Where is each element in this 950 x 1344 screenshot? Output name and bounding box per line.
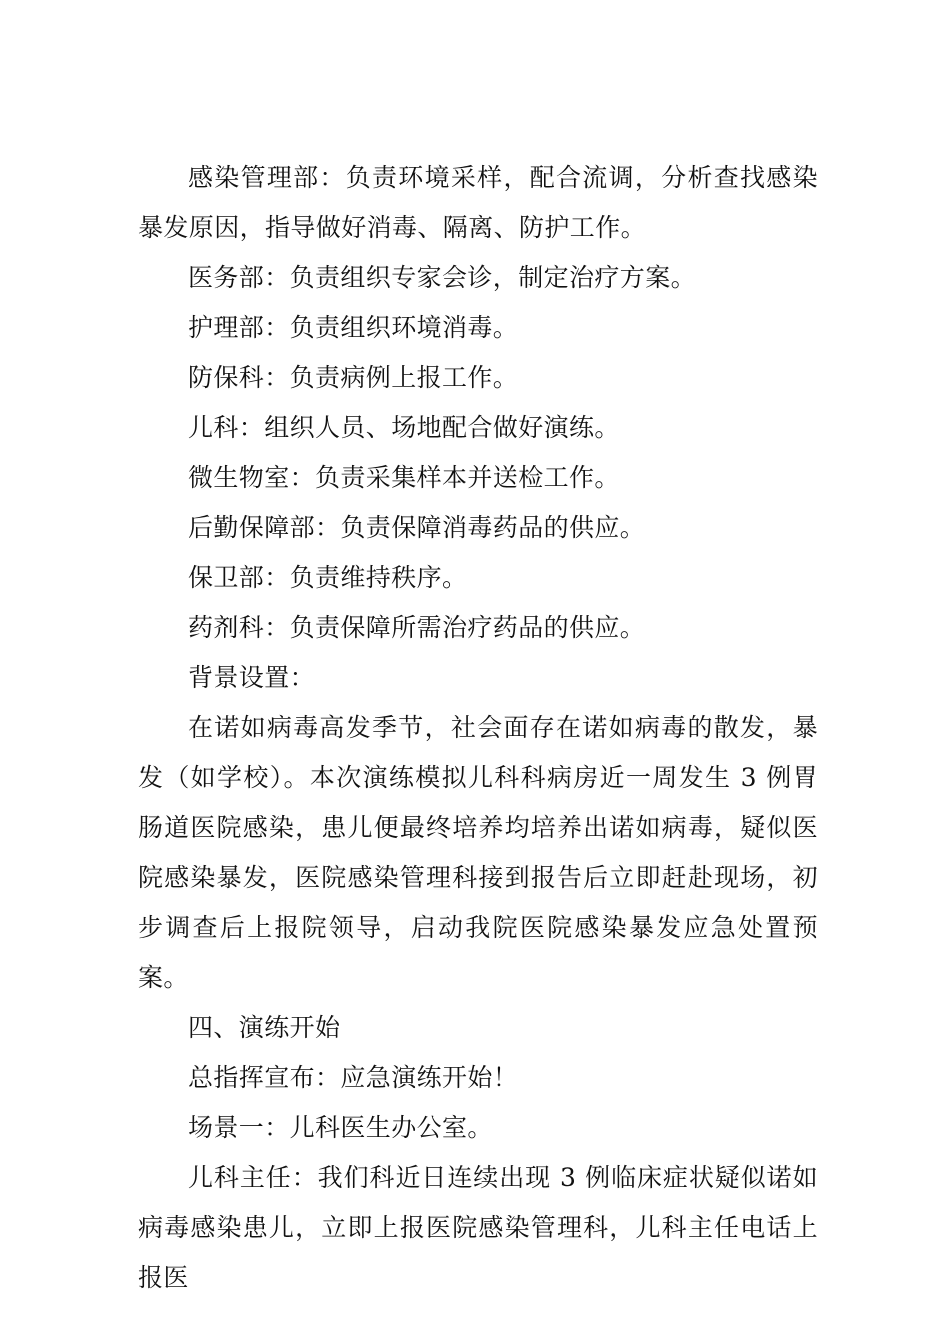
paragraph-medical-affairs: 医务部：负责组织专家会诊，制定治疗方案。 [188,263,697,292]
paragraph-security: 保卫部：负责维持秩序。 [188,563,468,592]
document-body [138,153,818,1303]
paragraph-pediatrics: 儿科：组织人员、场地配合做好演练。 [188,413,620,442]
paragraph-nursing: 护理部：负责组织环境消毒。 [188,313,519,342]
paragraph-prevention: 防保科：负责病例上报工作。 [188,363,519,392]
paragraph-commander: 总指挥宣布：应急演练开始！ [188,1063,519,1092]
paragraph-microbiology: 微生物室：负责采集样本并送检工作。 [188,463,620,492]
paragraph-background-heading: 背景设置： [188,663,316,692]
paragraph-background-text: 在诺如病毒高发季节，社会面存在诺如病毒的散发，暴发（如学校）。本次演练模拟儿科科病房近一周发生 3 例胃肠道医院感染，患儿便最终培养均培养出诺如病毒，疑似医院感染暴发，医院感染管理科接到报告后立即赶赴现场，初步调查后上报院领导，启动我院医院感染暴发应急处置预案。 [138,713,818,992]
section-heading-drill-start: 四、演练开始 [188,1013,341,1042]
paragraph-pharmacy: 药剂科：负责保障所需治疗药品的供应。 [188,613,646,642]
paragraph-logistics: 后勤保障部：负责保障消毒药品的供应。 [188,513,646,542]
paragraph-scene-one: 场景一：儿科医生办公室。 [188,1113,493,1142]
paragraph-pediatric-director: 儿科主任：我们科近日连续出现 3 例临床症状疑似诺如病毒感染患儿，立即上报医院感染管理科，儿科主任电话上报医 [138,1163,818,1292]
paragraph-infection-management: 感染管理部：负责环境采样，配合流调，分析查找感染暴发原因，指导做好消毒、隔离、防护工作。 [138,163,818,242]
